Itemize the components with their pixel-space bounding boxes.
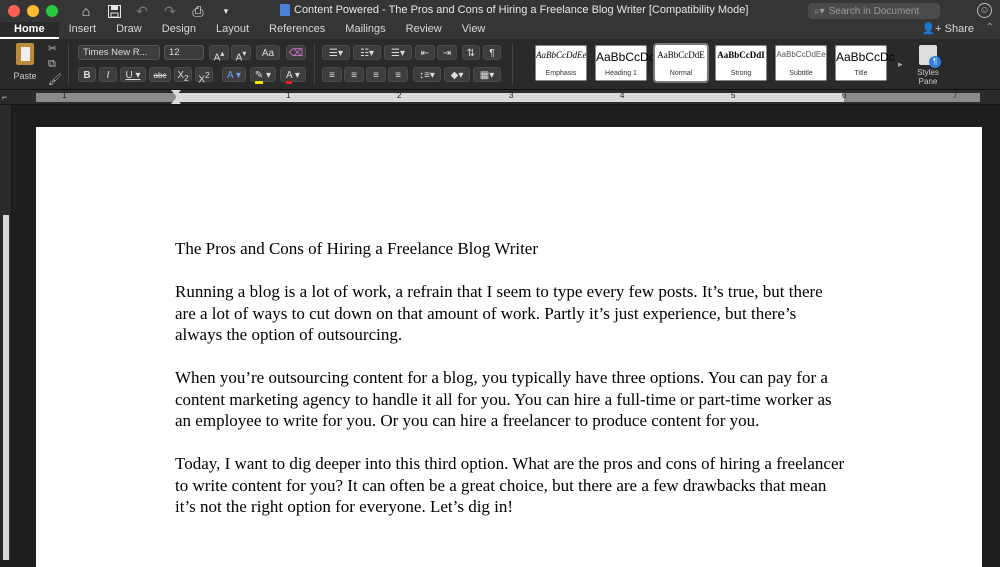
minimize-window-button[interactable] [27, 5, 39, 17]
home-ribbon [0, 39, 1000, 90]
sort-button[interactable]: ⇅ [462, 45, 480, 60]
font-color-button[interactable]: A ▾ [280, 67, 306, 82]
font-color-icon: A [286, 70, 292, 84]
style-sample: AaBbCcDc [836, 50, 895, 64]
tab-insert[interactable]: Insert [68, 23, 97, 35]
document-page[interactable] [36, 127, 982, 567]
ruler-number: 4 [620, 91, 625, 100]
share-label: Share [944, 23, 974, 35]
style-strong[interactable] [715, 45, 767, 81]
show-paragraph-marks-button[interactable]: ¶ [483, 45, 501, 60]
ruler-number: 2 [397, 91, 402, 100]
multilevel-list-button[interactable]: ☰▾ [384, 45, 412, 60]
decrease-indent-button[interactable]: ⇤ [415, 45, 435, 60]
ruler-number: 7 [953, 91, 958, 100]
style-sample: AaBbCcDdEe [536, 50, 587, 60]
font-name-value: Times New R... [83, 47, 148, 58]
style-name: Emphasis [545, 70, 577, 77]
align-left-button[interactable]: ≡ [322, 67, 342, 82]
style-sample: AaBbCcDdE [657, 50, 705, 60]
style-name: Title [854, 70, 868, 77]
styles-pane-icon [919, 45, 937, 65]
document-canvas [12, 105, 1000, 560]
style-subtitle[interactable] [775, 45, 827, 81]
tab-draw[interactable]: Draw [116, 23, 142, 35]
cut-icon[interactable]: ✂ [48, 43, 58, 55]
style-sample: AaBbCcDc [596, 50, 655, 64]
style-normal[interactable] [655, 45, 707, 81]
subscript-button[interactable]: $X_2$ [174, 67, 192, 82]
title-bar [0, 0, 1000, 22]
superscript-button[interactable]: $X^2$ [195, 67, 213, 82]
underline-button[interactable]: U ▾ [120, 67, 146, 82]
style-sample: AaBbCcDdEe [776, 50, 826, 59]
shrink-font-button[interactable]: A▾ [231, 45, 251, 60]
ruler-number: 1 [286, 91, 291, 100]
tab-layout[interactable]: Layout [216, 23, 250, 35]
style-name: Strong [730, 70, 752, 77]
ruler-number: 3 [509, 91, 514, 100]
copy-icon[interactable]: ⧉ [48, 58, 56, 70]
grow-font-button[interactable]: A▴ [209, 45, 229, 60]
divider [512, 43, 513, 85]
shading-button[interactable]: ◆▾ [444, 67, 470, 82]
tab-home[interactable]: Home [0, 22, 59, 39]
undo-icon[interactable]: ↶ [136, 2, 148, 19]
customize-toolbar-icon[interactable]: ▾ [223, 5, 229, 16]
hanging-indent-marker[interactable] [171, 98, 181, 104]
font-name-select[interactable] [78, 45, 160, 60]
ruler-number: 1 [62, 91, 67, 100]
styles-more-arrow-icon[interactable]: ▸ [898, 59, 903, 69]
window-title-text: Content Powered - The Pros and Cons of Hiring a Freelance Blog Writer [Compatibility Mode] [294, 4, 749, 16]
tab-design[interactable]: Design [161, 23, 196, 35]
numbering-button[interactable]: ☷▾ [353, 45, 381, 60]
document-body[interactable] [175, 238, 845, 539]
share-button[interactable] [921, 22, 974, 37]
vertical-ruler[interactable] [0, 105, 12, 560]
style-name: Heading 1 [605, 70, 637, 77]
tab-stop-selector-icon[interactable]: ⌐ [2, 92, 8, 102]
search-icon: ⌕▾ [814, 5, 825, 17]
styles-gallery [535, 45, 895, 81]
ribbon-tabs [0, 22, 1000, 39]
tab-references[interactable]: References [269, 23, 326, 35]
paragraph: Today, I want to dig deeper into this third option. What are the pros and cons of hiring a freelancer to write content for you? It can often be a great choice, but there are a few drawbacks that mean it’s not the right option for everyone. Let’s dig in! [175, 454, 845, 516]
home-icon[interactable]: ⌂ [81, 3, 91, 19]
style-name: Normal [669, 70, 693, 77]
paste-label: Paste [13, 71, 37, 81]
increase-indent-button[interactable]: ⇥ [437, 45, 457, 60]
style-name: Subtitle [789, 70, 813, 77]
style-sample: AaBbCcDdI [717, 50, 765, 60]
divider [314, 43, 315, 85]
tab-review[interactable]: Review [405, 23, 442, 35]
vertical-ruler-text-area [3, 215, 9, 560]
document-heading: The Pros and Cons of Hiring a Freelance Blog Writer [175, 239, 539, 258]
styles-pane-button[interactable] [910, 45, 946, 86]
style-emphasis[interactable] [535, 45, 587, 81]
format-painter-icon[interactable]: 🖌 [48, 74, 62, 86]
redo-icon[interactable]: ↷ [164, 2, 176, 19]
divider [68, 43, 69, 85]
document-title [280, 4, 748, 16]
paste-button[interactable] [8, 43, 42, 81]
change-case-button[interactable]: Aa [256, 45, 280, 60]
styles-pane-label: Styles Pane [917, 68, 939, 86]
window-controls [8, 5, 58, 17]
ruler-number: 6 [842, 91, 847, 100]
ruler-left-margin [36, 93, 176, 102]
search-placeholder: Search in Document [828, 5, 920, 17]
ruler-number: 5 [731, 91, 736, 100]
text-effects-button[interactable]: A ▾ [222, 67, 246, 82]
align-center-button[interactable]: ≡ [344, 67, 364, 82]
add-person-icon: 👤+ [921, 23, 942, 35]
clipboard-icon [16, 43, 34, 65]
close-window-button[interactable] [8, 5, 20, 17]
paragraph: When you’re outsourcing content for a blog, you typically have three options. You can pay for a content marketing agency to handle it all for you. You can hire a full-time or part-time worker as an employee to write for you. Or you can hire a freelancer to produce content for you. [175, 368, 832, 430]
clear-formatting-icon[interactable]: ⌫ [286, 45, 306, 60]
collapse-ribbon-icon[interactable]: ⌃ [985, 22, 994, 33]
bold-button[interactable]: B [78, 67, 96, 82]
style-heading-1[interactable] [595, 45, 655, 81]
document-icon [280, 4, 290, 16]
first-line-indent-marker[interactable] [171, 90, 181, 96]
quick-access-toolbar [78, 3, 234, 19]
style-title[interactable] [835, 45, 895, 81]
highlighter-icon: ✎ [255, 70, 263, 84]
strikethrough-button[interactable]: abc [149, 67, 171, 82]
italic-button[interactable]: I [99, 67, 117, 82]
horizontal-ruler[interactable] [0, 90, 1000, 105]
bullets-button[interactable]: ☰▾ [322, 45, 350, 60]
line-spacing-button[interactable]: ↕≡▾ [413, 67, 441, 82]
paragraph: Running a blog is a lot of work, a refrain that I seem to type every few posts. It’s true, but there are a lot of ways to cut down on that amount of work. Partly it’s just experience, but there’s always the option of outsourcing. [175, 282, 823, 344]
print-icon[interactable]: ⎙ [192, 2, 204, 19]
highlight-color-button[interactable]: ✎ ▾ [250, 67, 276, 82]
font-size-select[interactable] [164, 45, 204, 60]
font-size-value: 12 [169, 47, 180, 58]
borders-button[interactable]: ▦▾ [473, 67, 501, 82]
justify-button[interactable]: ≡ [388, 67, 408, 82]
tab-view[interactable]: View [461, 23, 486, 35]
ruler-right-margin [844, 93, 980, 102]
feedback-smiley-icon[interactable]: ☺ [977, 3, 992, 18]
align-right-button[interactable]: ≡ [366, 67, 386, 82]
maximize-window-button[interactable] [46, 5, 58, 17]
tab-mailings[interactable]: Mailings [345, 23, 386, 35]
search-field[interactable] [808, 3, 940, 19]
save-icon[interactable] [106, 3, 122, 19]
